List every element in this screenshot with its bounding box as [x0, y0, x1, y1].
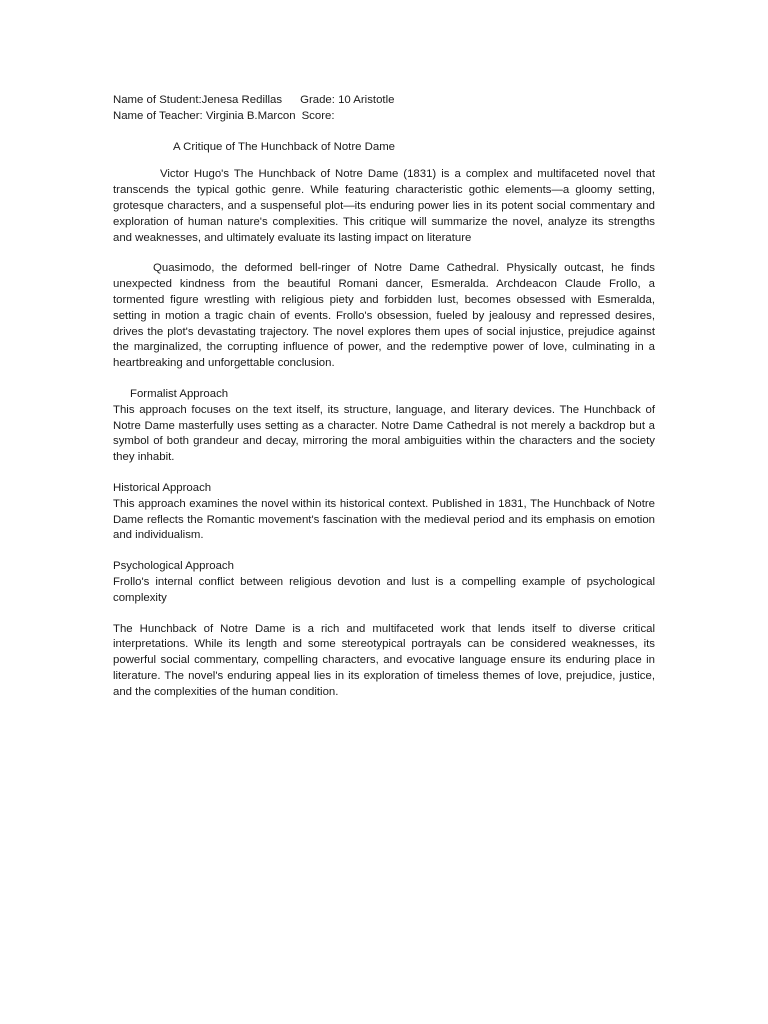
- conclusion-paragraph: The Hunchback of Notre Dame is a rich and multifaceted work that lends itself to diverse critical interpretations. While its length and some stereotypical portrayals can be considered weaknesses, its powerful social commentary, compelling characters, and evocative language ensure its enduring place in literature. The novel's enduring appeal lies in its exploration of timeless themes of love, prejudice, justice, and the complexities of the human condition.: [113, 622, 655, 698]
- historical-body: This approach examines the novel within its historical context. Published in 1831, The Hunchback of Notre Dame reflects the Romantic movement's fascination with the medieval period and its emphasis on emotion and individualism.: [113, 497, 655, 542]
- teacher-line: [113, 109, 655, 125]
- intro-paragraph: Victor Hugo's The Hunchback of Notre Dame (1831) is a complex and multifaceted novel that transcends the typical gothic genre. While featuring characteristic gothic elements—a gloomy setting, grotesque characters, and a suspenseful plot—its enduring power lies in its potent social commentary and exploration of human nature's complexities. This critique will summarize the novel, analyze its strengths and weaknesses, and ultimately evaluate its lasting impact on literature: [113, 168, 655, 244]
- student-name: Jenesa Redillas: [201, 94, 283, 106]
- psychological-heading: Psychological Approach: [113, 560, 234, 573]
- score-label: Score:: [301, 109, 335, 122]
- document-page: [113, 93, 655, 701]
- teacher-label: Name of Teacher:: [113, 109, 203, 122]
- student-label: Name of Student:: [113, 94, 202, 106]
- teacher-name: Virginia B.Marcon: [205, 109, 296, 122]
- student-line: [113, 93, 655, 109]
- grade-label: Grade:: [300, 94, 335, 106]
- psychological-body: Frollo's internal conflict between religious devotion and lust is a compelling example of psychological complexity: [113, 575, 655, 604]
- formalist-body: This approach focuses on the text itself, its structure, language, and literary devices. The Hunchback of Notre Dame masterfully uses setting as a character. Notre Dame Cathedral is not merely a backdrop but a symbol of both grandeur and decay, mirroring the moral ambiguities within the characters and the society they inhabit.: [113, 403, 655, 464]
- historical-heading: Historical Approach: [113, 481, 212, 494]
- formalist-heading: Formalist Approach: [130, 387, 229, 400]
- document-title: A Critique of The Hunchback of Notre Dame: [173, 140, 396, 153]
- grade-value: 10 Aristotle: [338, 94, 395, 106]
- summary-paragraph: Quasimodo, the deformed bell-ringer of Notre Dame Cathedral. Physically outcast, he finds unexpected kindness from the beautiful Romani dancer, Esmeralda. Archdeacon Claude Frollo, a tormented figure wrestling with religious piety and forbidden lust, becomes obsessed with Esmeralda, setting in motion a tragic chain of events. Frollo's obsession, fueled by jealousy and repressed desires, drives the plot's devastating trajectory. The novel explores them upes of social injustice, prejudice against the marginalized, the corrupting influence of power, and the redemptive power of love, culminating in a heartbreaking and unforgettable conclusion.: [113, 262, 655, 370]
